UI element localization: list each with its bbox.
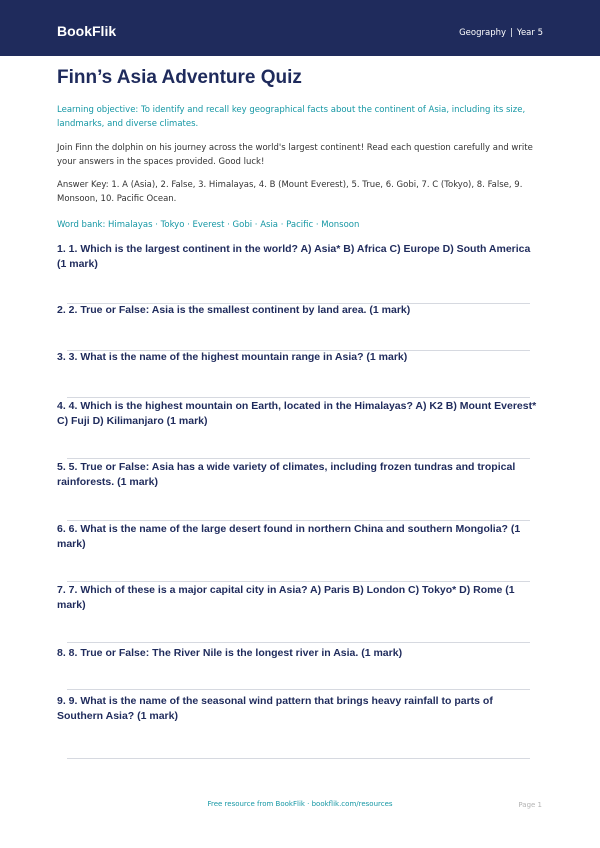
question-4: 4. 4. Which is the highest mountain on Earth, located in the Himalayas? A) K2 B) Mount Everest* C) Fuji D) Kilimanjaro (1 mark) <box>57 400 537 427</box>
subject-label: Geography <box>459 28 507 38</box>
learning-objective: Learning objective: To identify and recall key geographical facts about the continent of Asia, including its size, landmarks, and diverse climates. <box>57 105 526 129</box>
question-3: 3. 3. What is the name of the highest mountain range in Asia? (1 mark) <box>57 351 408 363</box>
header-bar <box>0 0 600 56</box>
answer-line-5[interactable] <box>67 520 530 521</box>
question-9: 9. 9. What is the name of the seasonal wind pattern that brings heavy rainfall to parts of Southern Asia? (1 mark) <box>57 695 493 722</box>
question-5: 5. 5. True or False: Asia has a wide variety of climates, including frozen tundras and tropical rainforests. (1 mark) <box>57 461 516 488</box>
meta-separator: | <box>510 28 513 38</box>
answer-line-3[interactable] <box>67 397 530 398</box>
question-8: 8. 8. True or False: The River Nile is the longest river in Asia. (1 mark) <box>57 647 403 659</box>
year-label: Year 5 <box>516 28 543 38</box>
answer-line-9[interactable] <box>67 758 530 759</box>
answer-line-8[interactable] <box>67 689 530 690</box>
brand-logo-text: BookFlik <box>57 23 117 39</box>
intro-section <box>57 67 537 232</box>
question-1: 1. 1. Which is the largest continent in the world? A) Asia* B) Africa C) Europe D) South America (1 mark) <box>57 243 531 270</box>
question-6: 6. 6. What is the name of the large desert found in northern China and southern Mongolia? (1 mark) <box>57 523 521 550</box>
answer-line-7[interactable] <box>67 642 530 643</box>
question-2: 2. 2. True or False: Asia is the smallest continent by land area. (1 mark) <box>57 304 411 316</box>
answer-key: Answer Key: 1. A (Asia), 2. False, 3. Himalayas, 4. B (Mount Everest), 5. True, 6. Gobi, 7. C (Tokyo), 8. False, 9. Monsoon, 10. Pacific Ocean. <box>57 180 523 204</box>
answer-line-6[interactable] <box>67 581 530 582</box>
question-7: 7. 7. Which of these is a major capital city in Asia? A) Paris B) London C) Tokyo* D) Rome (1 mark) <box>57 584 515 611</box>
answer-line-4[interactable] <box>67 458 530 459</box>
page-number: Page 1 <box>518 801 542 809</box>
header-meta <box>459 28 543 38</box>
page-title: Finn’s Asia Adventure Quiz <box>57 67 302 88</box>
footer-credit[interactable]: Free resource from BookFlik · bookflik.com/resources <box>207 800 393 808</box>
intro-text: Join Finn the dolphin on his journey across the world's largest continent! Read each question carefully and write your answers in the spaces provided. Good luck! <box>57 143 533 167</box>
word-bank: Word bank: Himalayas · Tokyo · Everest · Gobi · Asia · Pacific · Monsoon <box>57 220 360 230</box>
